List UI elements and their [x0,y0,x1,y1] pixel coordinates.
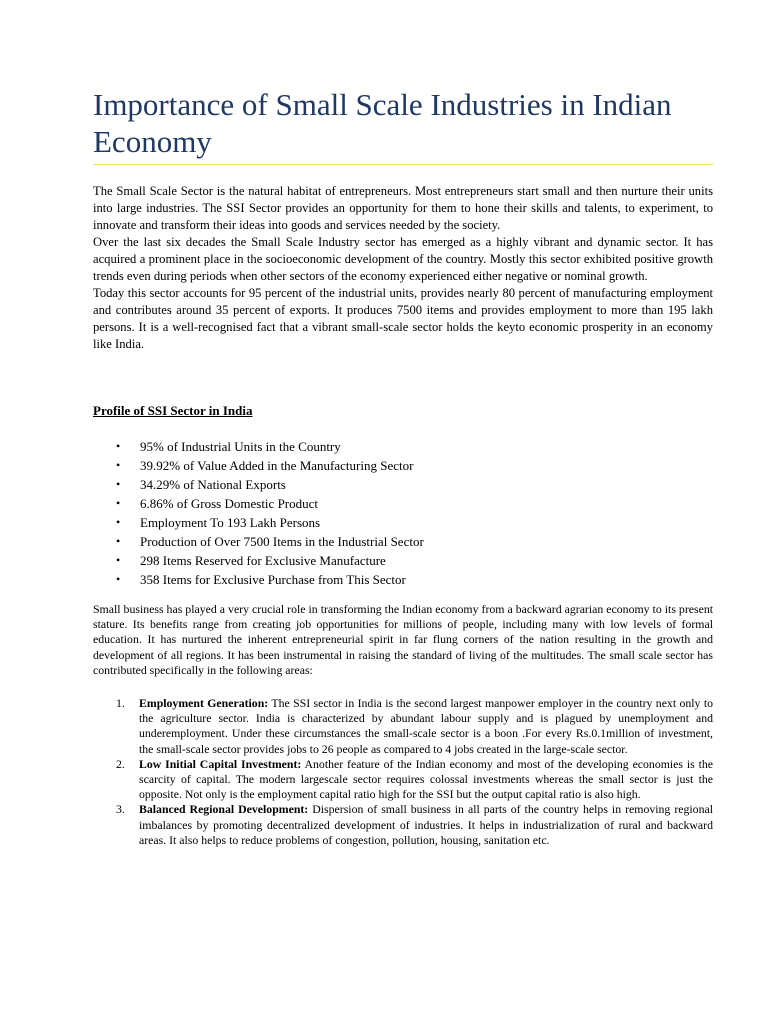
area-heading: Employment Generation: [139,696,269,710]
profile-item-text: 6.86% of Gross Domestic Product [140,496,319,511]
profile-list-item [116,437,676,456]
profile-item-text: 95% of Industrial Units in the Country [140,439,341,454]
bullet-icon: • [116,534,121,548]
body-paragraph: Small business has played a very crucial role in transforming the Indian economy from a backward agrarian economy to its present stature. Its benefits range from creating job opportunities for millions of people, including many with low levels of formal education. It has nurtured the inherent entrepreneurial spirit in far flung corners of the nation resulting in the growth and development of all regions. It has been instrumental in raising the standard of living of the multitudes. The small scale sector has contributed specifically in the following areas: [93,602,713,677]
profile-item-text: 298 Items Reserved for Exclusive Manufacture [140,553,386,568]
area-text: The SSI sector in India is the second largest manpower employer in the country next only to the agriculture sector. India is characterized by abundant labour supply and is plagued by unemployment and underemployment. Under these circumstances the small-scale sector is a boon .For every Rs.0.1million of investment, the small-scale sector provides jobs to 26 people as compared to 4 jobs created in the large-scale sector. [139,696,713,756]
bullet-icon: • [116,496,121,510]
profile-item-text: 358 Items for Exclusive Purchase from This Sector [140,572,406,587]
intro-paragraph: Over the last six decades the Small Scale Industry sector has emerged as a highly vibrant and dynamic sector. It has acquired a prominent place in the socioeconomic development of the country. Mostly this sector exhibited positive growth trends even during periods when other sectors of the economy experienced either negative or nominal growth. [93,235,713,283]
profile-item-text: 34.29% of National Exports [140,477,286,492]
profile-item-text: Production of Over 7500 Items in the Industrial Sector [140,534,424,549]
profile-list-item [116,570,676,589]
title-underline-rule [93,164,713,165]
intro-paragraph: Today this sector accounts for 95 percent of the industrial units, provides nearly 80 percent of manufacturing employment and contributes around 35 percent of exports. It produces 7500 items and provides employment to more than 195 lakh persons. It is a well-recognised fact that a vibrant small-scale sector holds the keyto economic prosperity in an economy like India. [93,286,713,351]
area-item [116,696,713,757]
area-text: Dispersion of small business in all parts of the country helps in removing regional imbalances by promoting decentralized development of industries. It helps in industrialization of rural and backward areas. It also helps to reduce problems of congestion, pollution, housing, sanitation etc. [139,802,713,847]
area-text: Another feature of the Indian economy and most of the developing economies is the scarcity of capital. The modern largescale sector requires colossal investments whereas the small sector is just the opposite. Not only is the employment capital ratio high for the SSI but the output capital ratio is also high. [139,756,714,802]
profile-list-item [116,494,676,513]
area-number: 3. [116,802,125,817]
bullet-icon: • [116,553,121,567]
profile-item-text: 39.92% of Value Added in the Manufacturing Sector [140,458,414,473]
profile-list [116,437,676,589]
profile-item-text: Employment To 193 Lakh Persons [140,515,321,530]
intro-paragraph: The Small Scale Sector is the natural habitat of entrepreneurs. Most entrepreneurs start small and then nurture their units into large industries. The SSI Sector provides an opportunity for them to hone their skills and talents, to experiment, to innovate and transform their ideas into goods and services needed by the society. [93,184,713,232]
profile-heading: Profile of SSI Sector in India [93,403,253,418]
bullet-icon: • [116,572,121,586]
profile-list-item [116,513,676,532]
area-heading: Low Initial Capital Investment: [139,756,302,771]
profile-list-item [116,551,676,570]
profile-list-item [116,456,676,475]
areas-list [116,696,713,848]
bullet-icon: • [116,515,121,529]
intro-section [93,183,713,353]
bullet-icon: • [116,458,121,472]
profile-list-item [116,532,676,551]
area-number: 2. [116,756,125,771]
area-number: 1. [116,696,125,710]
profile-list-item [116,475,676,494]
bullet-icon: • [116,439,121,453]
area-heading: Balanced Regional Development: [139,802,309,817]
area-item [116,802,713,848]
document-title: Importance of Small Scale Industries in Indian Economy [93,87,672,159]
bullet-icon: • [116,477,121,491]
area-item [116,757,713,803]
